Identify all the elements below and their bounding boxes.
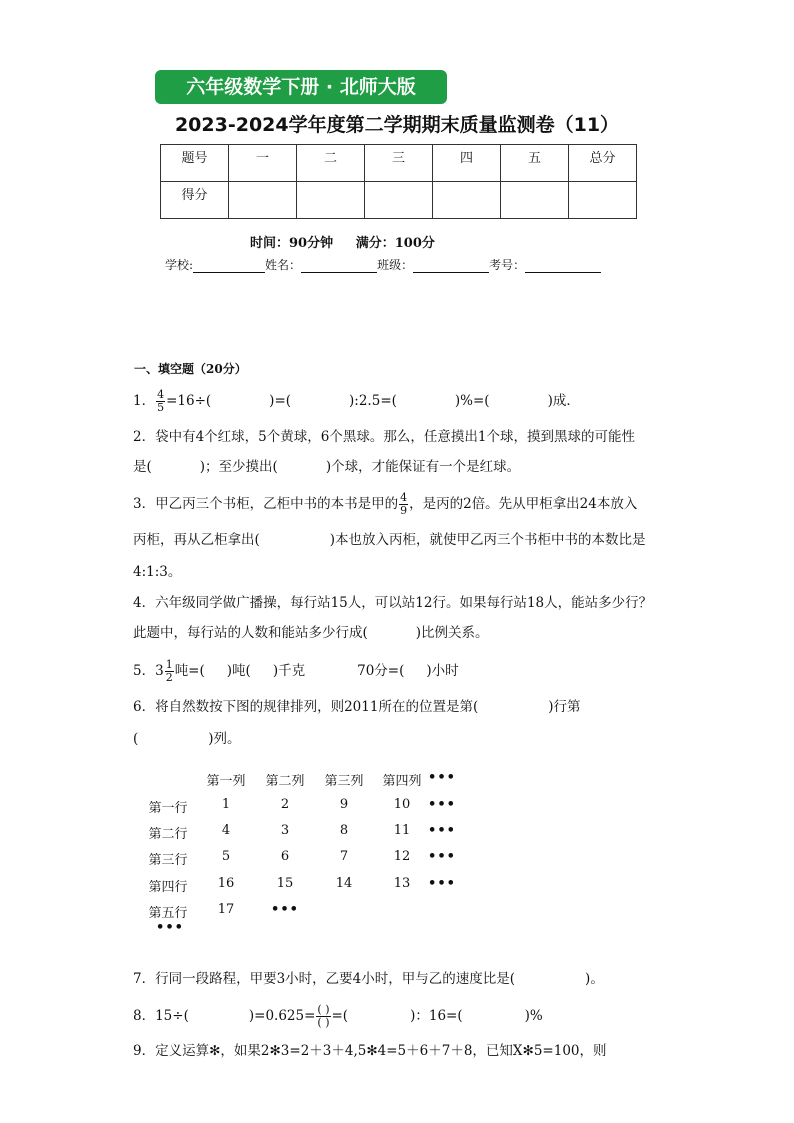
question-4-line-2 [133, 623, 489, 643]
grid-cell: ••• [428, 876, 456, 891]
q1-part: )=( [269, 393, 292, 409]
q1-fraction [156, 389, 165, 414]
grid-col-header: 第一列 [206, 774, 246, 789]
score-header-cell: 二 [297, 145, 365, 182]
question-6-line-2 [133, 729, 241, 749]
grid-row-label: 第三行 [148, 853, 188, 868]
question-6-line-1 [133, 697, 581, 717]
question-8 [133, 1004, 543, 1029]
score-row-label: 得分 [161, 182, 229, 219]
score-header-cell: 五 [501, 145, 569, 182]
grid-cell: 6 [280, 849, 290, 864]
q8-part: )% [524, 1008, 543, 1024]
q1-part: =16÷( [166, 393, 212, 409]
q6-part: )行第 [548, 699, 581, 715]
school-blank[interactable] [193, 260, 265, 273]
q1-part: )%=( [454, 393, 490, 409]
grid-cell: ••• [428, 797, 456, 812]
q8-part: 8．15÷( [133, 1008, 189, 1024]
exam-time: 时间：90分钟 [250, 236, 334, 251]
score-header-cell: 三 [365, 145, 433, 182]
grid-row-label: 第一行 [148, 801, 188, 816]
grid-row-label: 第四行 [148, 880, 188, 895]
q2-part: )；至少摸出( [199, 459, 278, 475]
q5-whole: 3 [155, 663, 164, 679]
question-2-line-1: 2．袋中有4个红球，5个黄球，6个黑球。那么，任意摸出1个球，摸到黑球的可能性 [133, 429, 635, 445]
question-4-line-1: 4．六年级同学做广播操，每行站15人，可以站12行。如果每行站18人，能站多少行？ [133, 595, 653, 611]
grid-cell: 14 [335, 876, 353, 891]
q1-part: ):2.5=( [349, 393, 397, 409]
question-3-line-3: 4:1:3。 [133, 564, 182, 580]
q8-fraction [316, 1004, 330, 1029]
score-header-cell: 四 [433, 145, 501, 182]
score-header-cell: 题号 [161, 145, 229, 182]
grid-cell: 8 [339, 823, 349, 838]
score-header-cell: 一 [229, 145, 297, 182]
grade-badge: 六年级数学下册 · 北师大版 [155, 70, 447, 104]
exam-no-blank[interactable] [525, 260, 601, 273]
grid-cell: 9 [339, 797, 349, 812]
q5-frac-num: 1 [165, 658, 173, 671]
grid-cell: 5 [221, 849, 231, 864]
student-info-line [165, 256, 601, 273]
grid-cell: 13 [393, 876, 411, 891]
q5-part: )小时 [426, 663, 459, 679]
grid-row-label: 第二行 [148, 827, 188, 842]
q8-part: )：16=( [410, 1008, 463, 1024]
score-cell[interactable] [229, 182, 297, 219]
question-3-line-1 [133, 492, 637, 517]
grid-cell: 2 [280, 797, 290, 812]
q1-frac-den: 5 [157, 401, 165, 414]
q3-fraction [399, 492, 408, 517]
question-1 [133, 389, 580, 414]
q5-frac-den: 2 [165, 671, 173, 684]
score-cell[interactable] [433, 182, 501, 219]
score-cell[interactable] [365, 182, 433, 219]
question-7 [133, 969, 604, 989]
q5-part: )吨( [226, 663, 251, 679]
grid-cell: 10 [393, 797, 411, 812]
grid-cell: 7 [339, 849, 349, 864]
q8-part: )=0.625= [248, 1008, 316, 1024]
class-blank[interactable] [413, 260, 489, 273]
class-label: 班级： [377, 258, 414, 272]
exam-no-label: 考号： [489, 258, 526, 272]
q5-part: 吨=( [174, 663, 205, 679]
score-table [160, 144, 637, 219]
grid-col-header: 第二列 [265, 774, 305, 789]
score-header-cell: 总分 [569, 145, 637, 182]
q2-part: 是( [133, 459, 152, 475]
grid-cell: ••• [271, 902, 299, 917]
grid-col-header: ••• [428, 770, 456, 785]
q5-number: 5． [133, 663, 156, 679]
grid-cell: 4 [221, 823, 231, 838]
score-table-score-row [161, 182, 637, 219]
grid-col-header: 第四列 [382, 774, 422, 789]
score-cell[interactable] [297, 182, 365, 219]
grid-cell: 12 [393, 849, 411, 864]
grid-cell: 3 [280, 823, 290, 838]
q1-frac-num: 4 [157, 388, 165, 401]
score-cell[interactable] [501, 182, 569, 219]
q6-part: )列。 [208, 731, 241, 747]
q5-fraction [165, 659, 174, 684]
q4-part: 此题中，每行站的人数和能站多少行成( [133, 625, 368, 641]
grid-cell: 1 [221, 797, 231, 812]
q3-text: 3．甲乙丙三个书柜，乙柜中书的本书是甲的 [133, 496, 399, 512]
q8-frac-num: ( ) [317, 1003, 330, 1016]
q3-frac-num: 4 [400, 491, 408, 504]
q1-number: 1． [133, 393, 156, 409]
q6-part: 6．将自然数按下图的规律排列，则2011所在的位置是第( [133, 699, 479, 715]
score-table-header-row [161, 145, 637, 182]
section-heading: 一、填空题（20分） [134, 362, 247, 376]
grid-cell: ••• [428, 823, 456, 838]
q4-part: )比例关系。 [415, 625, 489, 641]
question-5 [133, 659, 459, 684]
grid-trailing-dots: ••• [156, 920, 184, 935]
q8-part: =( [331, 1008, 349, 1024]
exam-time-info [250, 232, 435, 251]
q3-part: 丙柜，再从乙柜拿出( [133, 532, 260, 548]
q3-text: ，是丙的2倍。先从甲柜拿出24本放入 [409, 496, 638, 512]
grid-cell: 17 [217, 902, 235, 917]
grid-cell: 16 [217, 876, 235, 891]
school-label: 学校: [165, 258, 194, 272]
score-cell[interactable] [569, 182, 637, 219]
question-2-line-2 [133, 457, 520, 477]
exam-full-score: 满分：100分 [355, 236, 435, 251]
grid-cell: 15 [276, 876, 294, 891]
grid-cell: 11 [393, 823, 411, 838]
q2-part: )个球，才能保证有一个是红球。 [325, 459, 521, 475]
q1-part: )成． [547, 393, 580, 409]
q3-frac-den: 9 [400, 504, 408, 517]
q8-frac-den: ( ) [317, 1016, 330, 1029]
q5-part: 70分=( [357, 663, 405, 679]
question-9: 9．定义运算✻，如果2✻3=2＋3＋4,5✻4=5＋6＋7＋8，已知X✻5=100，则 [133, 1043, 607, 1059]
grid-row-label: 第五行 [148, 906, 188, 921]
q3-part: )本也放入丙柜，就使甲乙丙三个书柜中书的本数比是 [329, 532, 646, 548]
grid-col-header: 第三列 [324, 774, 364, 789]
page-title: 2023-2024学年度第二学期期末质量监测卷（11） [174, 114, 620, 136]
q7-part: )。 [585, 971, 604, 987]
name-label: 姓名： [265, 258, 302, 272]
grid-cell: ••• [428, 849, 456, 864]
q5-part: )千克 [272, 663, 306, 679]
name-blank[interactable] [301, 260, 377, 273]
q7-part: 7．行同一段路程，甲要3小时，乙要4小时，甲与乙的速度比是( [133, 971, 516, 987]
q6-part: ( [133, 731, 139, 747]
question-3-line-2 [133, 530, 646, 550]
